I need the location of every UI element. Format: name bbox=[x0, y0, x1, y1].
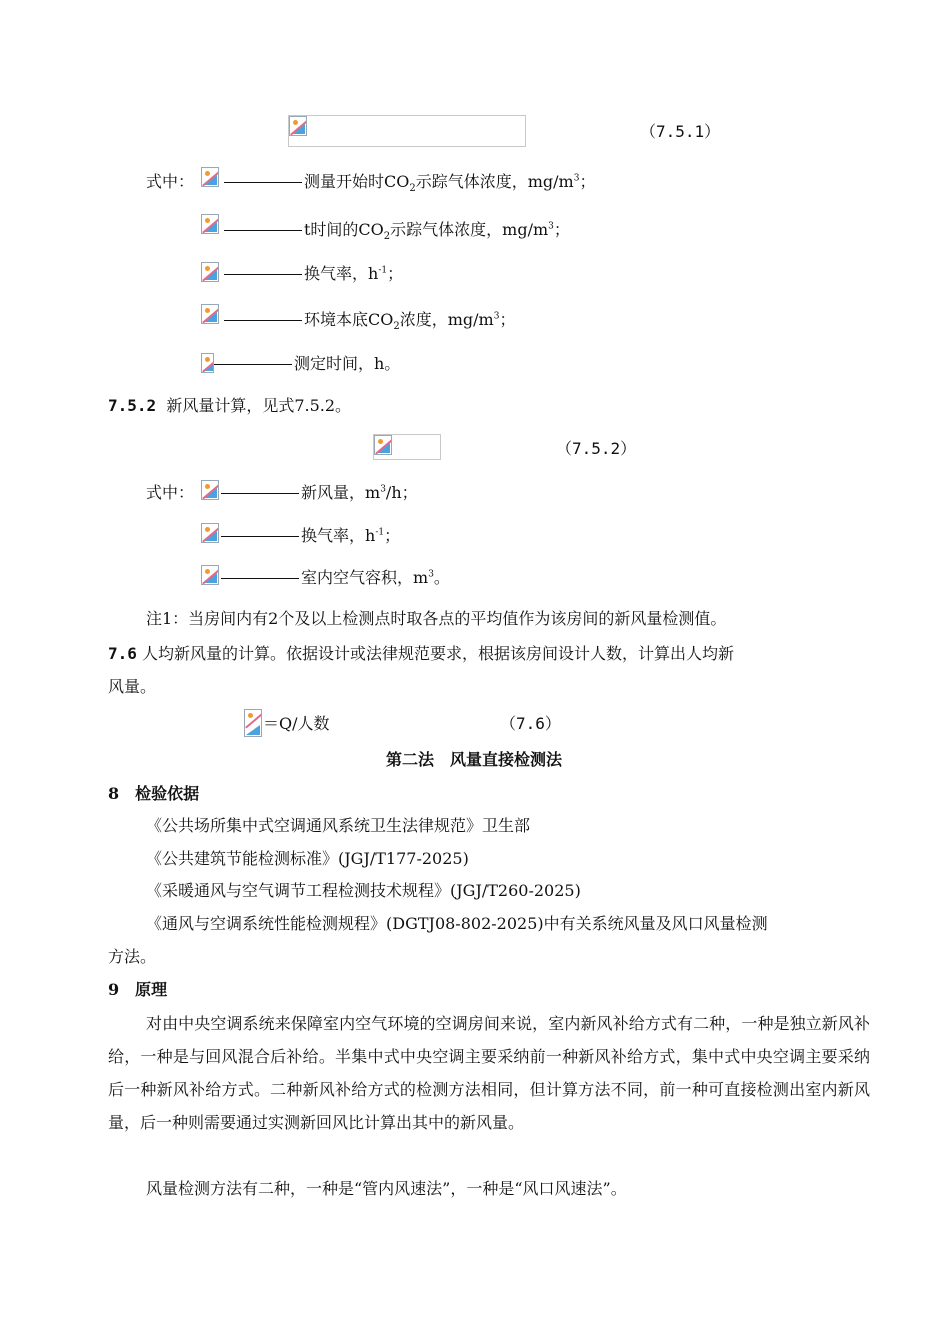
formula-7-6: ＝Q/人数 bbox=[263, 714, 330, 733]
broken-image-icon bbox=[201, 214, 219, 234]
legend-item: 环境本底$CO_2$浓度，$mg/m^3$； bbox=[222, 312, 515, 328]
principle-paragraph-1: 对由中央空调系统来保障室内空气环境的空调房间来说，室内新风补给方式有二种，一种是独立新风补给，一种是与回风混合后补给。半集中式中央空调主要采纳前一种新风补给方式，集中式中央空调主要采纳后一种新风补给方式。二种新风补给方式的检测方法相同，但计算方法不同，前一种可直接检测出室内新风量，后一种则需要通过实测新回风比计算出其中的新风量。 bbox=[108, 1014, 870, 1132]
broken-image-icon bbox=[201, 480, 219, 500]
reference-1: 《公共场所集中式空调通风系统卫生法律规范》卫生部 bbox=[146, 816, 531, 835]
equation-number-7-5-1: （7.5.1） bbox=[640, 122, 721, 141]
legend-item: t时间的$CO_2$示踪气体浓度，$mg/m^3$； bbox=[222, 222, 570, 238]
broken-image-icon bbox=[201, 262, 219, 282]
section-7-6-line2: 风量。 bbox=[108, 677, 157, 696]
section-8-heading: 8 检验依据 bbox=[108, 784, 200, 803]
legend-item: 新风量，$m^3/h$； bbox=[219, 485, 418, 501]
legend-prefix: 式中： bbox=[146, 483, 195, 502]
method-2-title: 第二法 风量直接检测法 bbox=[386, 750, 563, 769]
reference-2: 《公共建筑节能检测标准》(JGJ/T177-2025) bbox=[146, 849, 469, 868]
reference-3: 《采暖通风与空气调节工程检测技术规程》(JGJ/T260-2025) bbox=[146, 881, 581, 900]
broken-image-icon bbox=[201, 304, 219, 324]
broken-image-icon bbox=[244, 709, 262, 737]
legend-item: 测定时间，h。 bbox=[212, 356, 400, 372]
legend-item: 测量开始时$CO_2$示踪气体浓度，$mg/m^3$； bbox=[222, 174, 595, 190]
reference-4-line1: 《通风与空调系统性能检测规程》(DGTJ08-802-2025)中有关系统风量及风口风量检测 bbox=[146, 914, 768, 933]
broken-image-icon bbox=[201, 167, 219, 187]
section-7-5-2: 7.5.2 新风量计算，见式7.5.2。 bbox=[108, 396, 352, 415]
note-1: 注1：当房间内有2个及以上检测点时取各点的平均值作为该房间的新风量检测值。 bbox=[146, 609, 727, 628]
legend-prefix: 式中： bbox=[146, 172, 195, 191]
equation-number-7-5-2: （7.5.2） bbox=[556, 439, 637, 458]
legend-item: 换气率，$h^{-1}$； bbox=[222, 266, 403, 282]
reference-4-line2: 方法。 bbox=[108, 947, 157, 966]
section-7-6-line1: 7.6 人均新风量的计算。依据设计或法律规范要求，根据该房间设计人数，计算出人均新 bbox=[108, 644, 735, 663]
broken-image-icon bbox=[201, 523, 219, 543]
broken-image-icon bbox=[201, 565, 219, 585]
principle-paragraph-2: 风量检测方法有二种，一种是“管内风速法”，一种是“风口风速法”。 bbox=[146, 1179, 627, 1198]
legend-item: 室内空气容积，$m^3$。 bbox=[219, 570, 450, 586]
broken-image-icon bbox=[374, 435, 392, 455]
broken-image-icon bbox=[289, 116, 307, 136]
formula-7-5-1-frame bbox=[288, 115, 526, 147]
equation-number-7-6: （7.6） bbox=[500, 714, 561, 733]
section-9-heading: 9 原理 bbox=[108, 980, 168, 999]
legend-item: 换气率，$h^{-1}$； bbox=[219, 528, 400, 544]
